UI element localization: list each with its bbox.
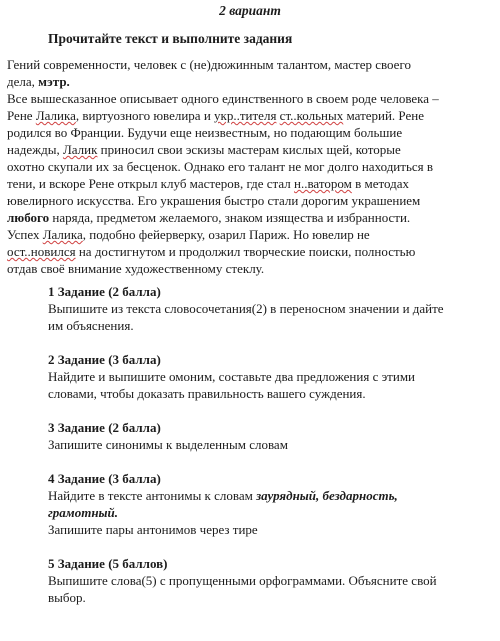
task-text: Выпишите слова(5) с пропущенными орфограммами. Объясните свой: [48, 573, 437, 588]
task-title: 3 Задание (2 балла): [48, 420, 161, 435]
task-3: [48, 419, 493, 453]
instruction-heading: Прочитайте текст и выполните задания: [48, 31, 293, 46]
task-text: Запишите синонимы к выделенным словам: [48, 437, 288, 452]
task-1: [48, 283, 493, 334]
spellcheck-word: Лалика: [42, 227, 83, 242]
variant-title: 2 вариант: [219, 3, 281, 18]
task-text: Запишите пары антонимов через тире: [48, 522, 258, 537]
spellcheck-word: укр..тителя: [214, 108, 277, 123]
text-line: дела, мэтр.: [7, 74, 70, 89]
task-4: [48, 470, 493, 538]
task-text: Выпишите из текста словосочетания(2) в переносном значении и дайте: [48, 301, 444, 316]
task-5: [48, 555, 493, 606]
task-text: словами, чтобы доказать правильность вашего суждения.: [48, 386, 366, 401]
task-title: 5 Задание (5 баллов): [48, 556, 168, 571]
task-2: [48, 351, 493, 402]
task-text: Найдите и выпишите омоним, составьте два предложения с этими: [48, 369, 415, 384]
text-line: охотно скупали их за бесценок. Однако его талант не мог долго находиться в: [7, 159, 434, 174]
task-title: 2 Задание (3 балла): [48, 352, 161, 367]
task-title: 4 Задание (3 балла): [48, 471, 161, 486]
highlighted-word: мэтр.: [38, 74, 70, 89]
spellcheck-word: Лалик: [62, 142, 98, 157]
text-line: тени, и вскоре Рене открыл клуб мастеров, где стал н..ватором в методах: [7, 176, 410, 191]
spellcheck-word: н..ватором: [294, 176, 352, 191]
text-line: Рене Лалика, виртуозного ювелира и укр..тителя ст..кольных материй. Рене: [7, 108, 424, 123]
text-line: ост..новился на достигнутом и продолжил творческие поиски, полностью: [7, 244, 416, 259]
highlighted-word: любого: [7, 210, 50, 225]
text-line: Все вышесказанное описывает одного единственного в своем роде человека –: [7, 91, 439, 106]
task-text: им объяснения.: [48, 318, 134, 333]
reading-text: [7, 56, 495, 277]
spellcheck-word: ст..кольных: [279, 108, 344, 123]
highlighted-words: грамотный.: [48, 505, 119, 520]
task-text: выбор.: [48, 590, 86, 605]
text-line: отдав своё внимание художественному стеклу.: [7, 261, 265, 276]
highlighted-words: заурядный, бездарность,: [256, 488, 398, 503]
task-list: [48, 283, 493, 623]
spellcheck-word: ост..новился: [7, 244, 76, 259]
text-line: ювелирного искусства. Его украшения быстро стали дорогим украшением: [7, 193, 421, 208]
text-line: Успех Лалика, подобно фейерверку, озарил Париж. Но ювелир не: [7, 227, 370, 242]
text-line: надежды, Лалик приносил свои эскизы мастерам кислых щей, которые: [7, 142, 401, 157]
text-line: родился во Франции. Будучи еще неизвестным, но подающим большие: [7, 125, 403, 140]
task-title: 1 Задание (2 балла): [48, 284, 161, 299]
text-line: любого наряда, предметом желаемого, знаком изящества и избранности.: [7, 210, 411, 225]
text-line: Гений современности, человек с (не)дюжинным талантом, мастер своего: [7, 57, 411, 72]
task-text: Найдите в тексте антонимы к словам заурядный, бездарность,: [48, 488, 398, 503]
spellcheck-word: Лалика: [35, 108, 76, 123]
